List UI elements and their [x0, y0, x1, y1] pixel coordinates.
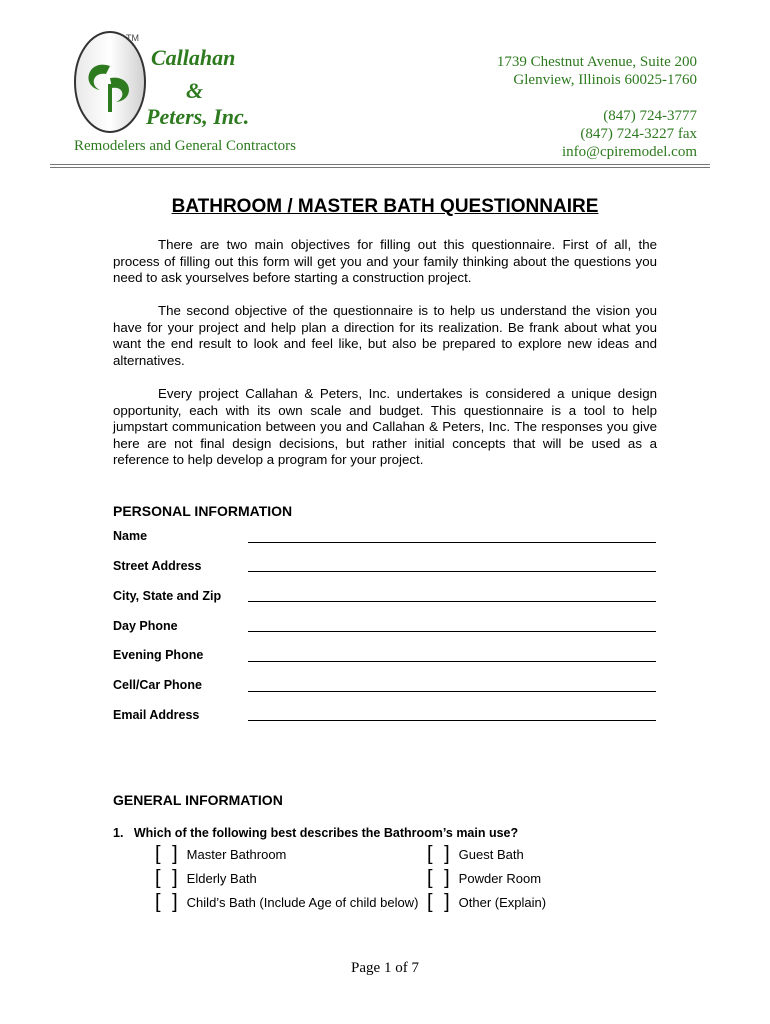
option-powder-room[interactable] [427, 869, 541, 887]
street-address-label: Street Address [113, 559, 202, 573]
header-divider-bottom [50, 167, 710, 168]
company-name-line2: Peters, Inc. [146, 104, 250, 129]
question-1: 1. Which of the following best describes the Bathroom’s main use? [113, 826, 519, 840]
intro-paragraph-3: Every project Callahan & Peters, Inc. undertakes is considered a unique design opportunity, each with its own scale and budget. This questionnaire is a tool to help jumpstart communication between you and Callahan & Peters, Inc. The responses you give here are not final design decisions, but rather initial concepts that will be used as a reference to help develop a program for your project. [113, 386, 657, 467]
option-label: Powder Room [458, 870, 542, 886]
general-info-heading: GENERAL INFORMATION [113, 792, 283, 808]
company-logo-icon [70, 28, 150, 136]
cell-car-phone-label: Cell/Car Phone [113, 678, 202, 692]
trademark-symbol: TM [126, 33, 139, 43]
fax-number: (847) 724-3227 fax [580, 126, 697, 142]
option-master-bathroom[interactable] [155, 845, 286, 863]
checkbox[interactable]: [ ] [427, 891, 453, 913]
city-state-zip-label: City, State and Zip [113, 589, 222, 603]
personal-info-heading: PERSONAL INFORMATION [113, 503, 293, 519]
email-address-label: Email Address [113, 708, 200, 722]
email-address: info@cpiremodel.com [561, 144, 697, 160]
company-tagline: Remodelers and General Contractors [74, 138, 297, 154]
checkbox[interactable]: [ ] [427, 867, 453, 889]
address-line1: 1739 Chestnut Avenue, Suite 200 [496, 54, 697, 70]
evening-phone-field[interactable] [248, 661, 656, 662]
cell-car-phone-field[interactable] [248, 691, 656, 692]
option-childs-bath[interactable] [155, 893, 418, 911]
intro-paragraph-2: The second objective of the questionnaire is to help us understand the vision you have for your project and help plan a direction for its realization. Be frank about what you want the end result to look and feel like, but also be prepared to explore new ideas and alternatives. [113, 303, 657, 368]
checkbox[interactable]: [ ] [155, 843, 181, 865]
checkbox[interactable]: [ ] [155, 867, 181, 889]
checkbox[interactable]: [ ] [155, 891, 181, 913]
name-field[interactable] [248, 542, 656, 543]
day-phone-label: Day Phone [113, 619, 178, 633]
phone-number: (847) 724-3777 [603, 108, 697, 124]
email-address-field[interactable] [248, 720, 656, 721]
option-elderly-bath[interactable] [155, 869, 257, 887]
option-label: Elderly Bath [186, 870, 257, 886]
evening-phone-label: Evening Phone [113, 648, 204, 662]
option-guest-bath[interactable] [427, 845, 524, 863]
page-number: Page 1 of 7 [351, 960, 419, 976]
document-title: BATHROOM / MASTER BATH QUESTIONNAIRE [171, 196, 599, 217]
company-name-line1: Callahan [151, 45, 236, 70]
company-name-ampersand: & [186, 78, 204, 103]
intro-paragraph-1: There are two main objectives for filling out this questionnaire. First of all, the process of filling out this form will get you and your family thinking about the questions you need to ask yourselves before starting a construction project. [113, 237, 657, 285]
checkbox[interactable]: [ ] [427, 843, 453, 865]
name-label: Name [113, 529, 148, 543]
option-label: Guest Bath [458, 846, 524, 862]
city-state-zip-field[interactable] [248, 601, 656, 602]
street-address-field[interactable] [248, 571, 656, 572]
address-line2: Glenview, Illinois 60025-1760 [513, 72, 697, 88]
option-other[interactable] [427, 893, 546, 911]
option-label: Other (Explain) [458, 894, 547, 910]
header-divider-top [50, 164, 710, 165]
option-label: Child’s Bath (Include Age of child below) [186, 894, 419, 910]
option-label: Master Bathroom [186, 846, 287, 862]
day-phone-field[interactable] [248, 631, 656, 632]
